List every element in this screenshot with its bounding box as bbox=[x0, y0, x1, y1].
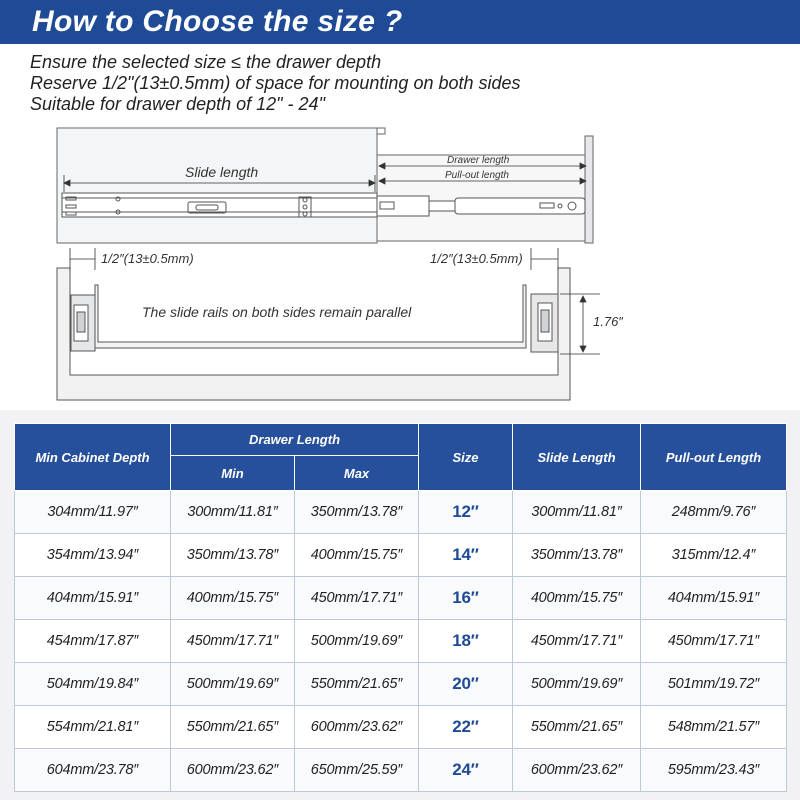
header-max: Max bbox=[295, 456, 419, 491]
cell-drawer-max: 450mm/17.71″ bbox=[295, 577, 419, 620]
header-banner bbox=[0, 0, 800, 44]
cell-slide-length: 550mm/21.65″ bbox=[513, 706, 641, 749]
cell-pullout-length: 501mm/19.72″ bbox=[641, 663, 787, 706]
cell-drawer-min: 450mm/17.71″ bbox=[171, 620, 295, 663]
cell-drawer-max: 350mm/13.78″ bbox=[295, 491, 419, 534]
slide-side-view bbox=[57, 128, 593, 243]
drawer-length-label: Drawer length bbox=[447, 155, 510, 166]
note-line: Ensure the selected size ≤ the drawer depth bbox=[30, 52, 382, 72]
cell-size: 24″ bbox=[419, 749, 513, 792]
cell-slide-length: 350mm/13.78″ bbox=[513, 534, 641, 577]
cell-slide-length: 500mm/19.69″ bbox=[513, 663, 641, 706]
cell-cabinet-depth: 404mm/15.91″ bbox=[15, 577, 171, 620]
right-gap-label: 1/2″(13±0.5mm) bbox=[430, 251, 523, 266]
cell-drawer-min: 350mm/13.78″ bbox=[171, 534, 295, 577]
table-row bbox=[15, 663, 787, 706]
header-slide-length: Slide Length bbox=[513, 424, 641, 491]
table-row bbox=[15, 491, 787, 534]
cell-cabinet-depth: 454mm/17.87″ bbox=[15, 620, 171, 663]
cell-pullout-length: 315mm/12.4″ bbox=[641, 534, 787, 577]
cell-drawer-min: 600mm/23.62″ bbox=[171, 749, 295, 792]
header-size: Size bbox=[419, 424, 513, 491]
cell-drawer-min: 300mm/11.81″ bbox=[171, 491, 295, 534]
page-title: How to Choose the size ? bbox=[32, 5, 403, 38]
note-line: Suitable for drawer depth of 12" - 24" bbox=[30, 94, 325, 114]
cell-pullout-length: 548mm/21.57″ bbox=[641, 706, 787, 749]
cell-pullout-length: 404mm/15.91″ bbox=[641, 577, 787, 620]
cell-drawer-min: 500mm/19.69″ bbox=[171, 663, 295, 706]
size-table bbox=[14, 423, 787, 792]
parallel-note: The slide rails on both sides remain parallel bbox=[142, 304, 412, 320]
drawer-slide-diagram bbox=[0, 120, 800, 410]
cell-slide-length: 600mm/23.62″ bbox=[513, 749, 641, 792]
slide-length-label: Slide length bbox=[185, 164, 259, 180]
pullout-length-label: Pull-out length bbox=[445, 170, 509, 181]
table-row bbox=[15, 577, 787, 620]
cell-size: 22″ bbox=[419, 706, 513, 749]
cell-cabinet-depth: 554mm/21.81″ bbox=[15, 706, 171, 749]
cell-drawer-max: 550mm/21.65″ bbox=[295, 663, 419, 706]
cell-size: 16″ bbox=[419, 577, 513, 620]
cell-drawer-min: 550mm/21.65″ bbox=[171, 706, 295, 749]
cell-drawer-max: 650mm/25.59″ bbox=[295, 749, 419, 792]
note-line: Reserve 1/2"(13±0.5mm) of space for mounting on both sides bbox=[30, 73, 521, 93]
instruction-notes bbox=[30, 52, 521, 115]
header-pullout-length: Pull-out Length bbox=[641, 424, 787, 491]
table-row bbox=[15, 620, 787, 663]
cell-size: 20″ bbox=[419, 663, 513, 706]
header-drawer-length: Drawer Length bbox=[171, 424, 419, 456]
cell-size: 14″ bbox=[419, 534, 513, 577]
drawer-front bbox=[585, 136, 593, 243]
cell-drawer-min: 400mm/15.75″ bbox=[171, 577, 295, 620]
size-table-section bbox=[0, 410, 800, 800]
header-min-cabinet-depth: Min Cabinet Depth bbox=[15, 424, 171, 491]
table-row bbox=[15, 706, 787, 749]
cell-slide-length: 450mm/17.71″ bbox=[513, 620, 641, 663]
cell-size: 18″ bbox=[419, 620, 513, 663]
cabinet-side-panel bbox=[57, 128, 377, 243]
cell-cabinet-depth: 354mm/13.94″ bbox=[15, 534, 171, 577]
cell-pullout-length: 450mm/17.71″ bbox=[641, 620, 787, 663]
cell-drawer-max: 600mm/23.62″ bbox=[295, 706, 419, 749]
header-min: Min bbox=[171, 456, 295, 491]
cell-drawer-max: 400mm/15.75″ bbox=[295, 534, 419, 577]
cell-pullout-length: 248mm/9.76″ bbox=[641, 491, 787, 534]
cell-cabinet-depth: 504mm/19.84″ bbox=[15, 663, 171, 706]
table-row bbox=[15, 534, 787, 577]
cell-cabinet-depth: 304mm/11.97″ bbox=[15, 491, 171, 534]
cell-slide-length: 300mm/11.81″ bbox=[513, 491, 641, 534]
cell-drawer-max: 500mm/19.69″ bbox=[295, 620, 419, 663]
left-gap-label: 1/2″(13±0.5mm) bbox=[101, 251, 194, 266]
table-row bbox=[15, 749, 787, 792]
cell-cabinet-depth: 604mm/23.78″ bbox=[15, 749, 171, 792]
cell-pullout-length: 595mm/23.43″ bbox=[641, 749, 787, 792]
cell-size: 12″ bbox=[419, 491, 513, 534]
height-label: 1.76″ bbox=[593, 314, 623, 329]
cell-slide-length: 400mm/15.75″ bbox=[513, 577, 641, 620]
cabinet-front-view bbox=[57, 268, 570, 400]
